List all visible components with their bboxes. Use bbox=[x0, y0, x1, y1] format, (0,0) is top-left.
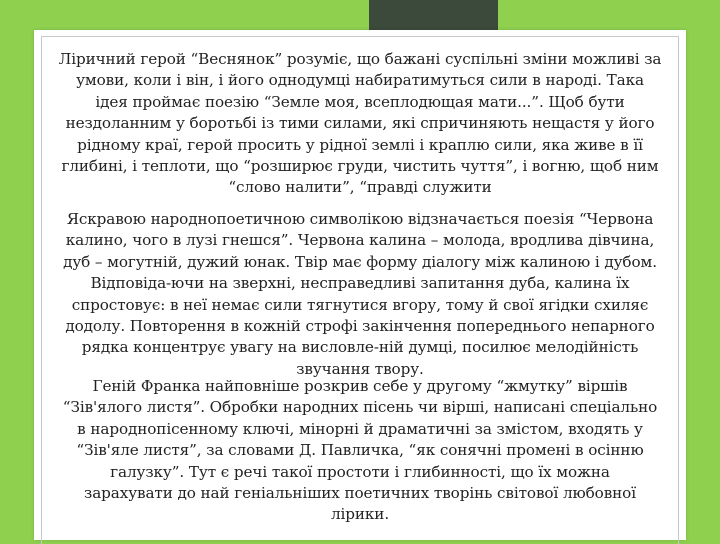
text-line: Яскравою народнопоетичною символікою відзначається поезія “Червона bbox=[66, 210, 654, 228]
text-line: зарахувати до най геніальніших поетичних творінь світової любовної bbox=[84, 484, 636, 503]
text-line: “Зів'яле листя”, за словами Д. Павличка, “як сонячні промені в осінню bbox=[76, 441, 644, 460]
text-line: нездоланним у боротьбі із тими силами, які спричиняють нещастя у його bbox=[65, 114, 655, 133]
slide-panel bbox=[34, 30, 686, 540]
text-line: в народнопісенному ключі, мінорні й драматичні за змістом, входять у bbox=[77, 419, 643, 438]
text-line: “слово налити”, “правді служити bbox=[228, 178, 492, 197]
text-line: галузку”. Тут є речі такої простоти і глибинності, що їх можна bbox=[110, 462, 610, 481]
text-line: рядка концентрує увагу на висловле-ній думці, посилює мелодійність bbox=[81, 338, 639, 357]
text-line: “Зів'ялого листя”. Обробки народних пісень чи вірші, написані спеціально bbox=[62, 398, 658, 417]
text-line: Ліричний герой “Веснянок” розуміє, що бажані суспільні зміни можливі за bbox=[58, 50, 662, 68]
text-line: глибині, і теплоти, що “розширює груди, чистить чуття”, і вогню, щоб ним bbox=[61, 157, 659, 176]
text-line: лірики. bbox=[330, 505, 390, 524]
text-line: Геній Франка найповніше розкрив себе у другому “жмутку” віршів bbox=[92, 377, 628, 395]
text-line: дуб – могутній, дужий юнак. Твір має форму діалогу між калиною і дубом. bbox=[63, 252, 657, 271]
text-line: умови, коли і він, і його однодумці набиратимуться сили в народі. Така bbox=[76, 71, 644, 90]
text-line: ідея проймає поезію “Земле моя, всеплодющая мати...”. Щоб бути bbox=[95, 92, 625, 111]
text-line: звучання твору. bbox=[296, 359, 424, 378]
text-line: калино, чого в лузі гнешся”. Червона калина – молода, вродлива дівчина, bbox=[65, 231, 655, 250]
text-line: додолу. Повторення в кожній строфі закінчення попереднього непарного bbox=[65, 317, 655, 336]
paragraph-ziviale-lystia bbox=[34, 376, 686, 526]
paragraph-lyrical-hero bbox=[34, 49, 686, 199]
text-line: рідному краї, герой просить у рідної землі і краплю сили, яка живе в її bbox=[77, 135, 643, 154]
paragraph-chervona-kalyna bbox=[34, 209, 686, 380]
text-line: Відповіда-ючи на зверхні, несправедливі запитання дуба, калина їх bbox=[90, 274, 630, 293]
text-line: спростовує: в неї немає сили тягнутися вгору, тому й свої ягідки схиляє bbox=[71, 295, 649, 314]
